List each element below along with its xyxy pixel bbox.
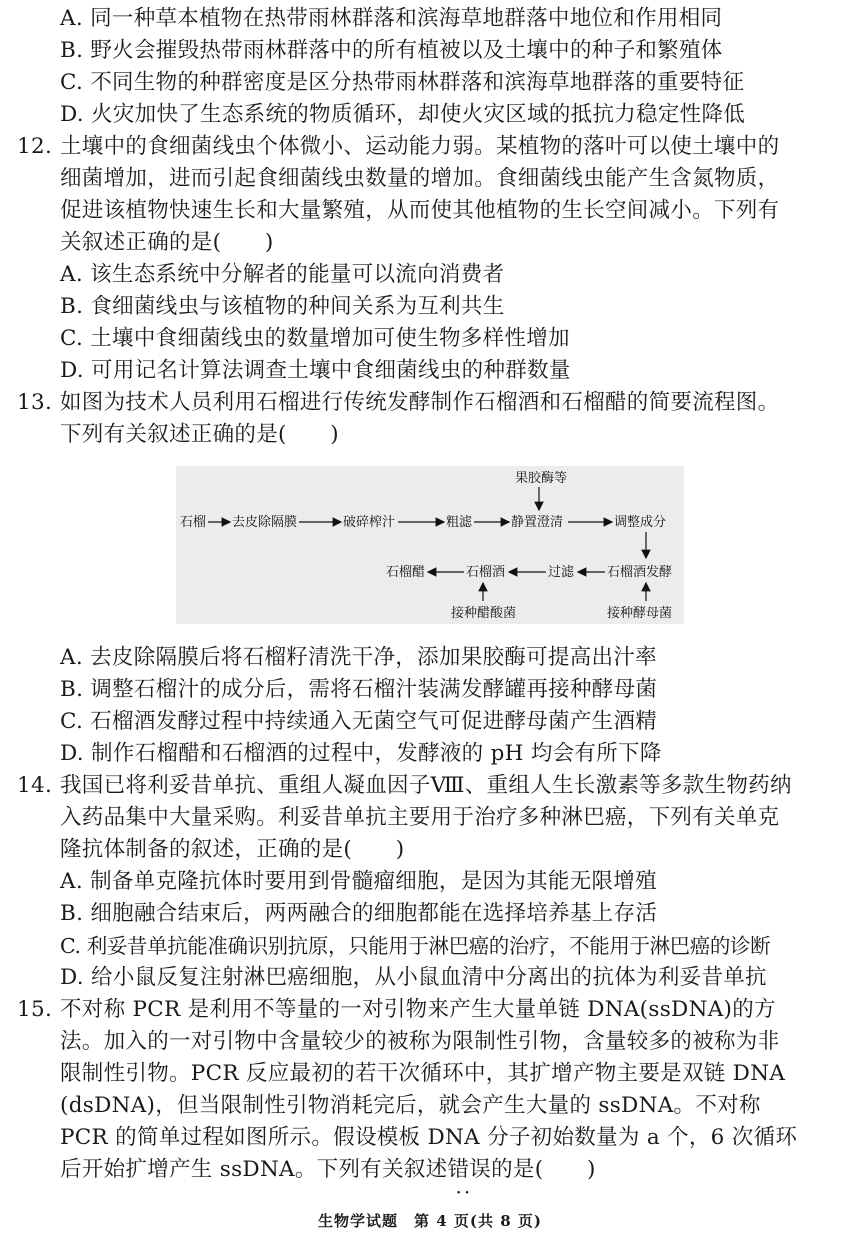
node-coarse-filter: 粗滤: [446, 515, 473, 530]
fermentation-flow-diagram: [176, 466, 684, 624]
q15-stem-last-line: [60, 1154, 596, 1186]
q15-number: 15.: [17, 997, 53, 1022]
q15-stem-line: PCR 的简单过程如图所示。假设模板 DNA 分子初始数量为 a 个，6 次循环: [60, 1125, 798, 1150]
node-pomegranate: 石榴: [180, 515, 207, 530]
q13-stem-line: 如图为技术人员利用石榴进行传统发酵制作石榴酒和石榴醋的简要流程图。: [60, 390, 780, 415]
q15-stem-line: (dsDNA)，但当限制性引物消耗完后，就会产生大量的 ssDNA。不对称: [60, 1093, 761, 1118]
q11-option-a: A. 同一种草本植物在热带雨林群落和滨海草地群落中地位和作用相同: [60, 6, 723, 31]
q11-option-d: D. 火灾加快了生态系统的物质循环，却使火灾区域的抵抗力稳定性降低: [60, 102, 746, 127]
q13-option-c: C. 石榴酒发酵过程中持续通入无菌空气可促进酵母菌产生酒精: [60, 709, 658, 734]
q15-stem-line: 不对称 PCR 是利用不等量的一对引物来产生大量单链 DNA(ssDNA)的方: [60, 997, 776, 1022]
q14-option-b: B. 细胞融合结束后，两两融合的细胞都能在选择培养基上存活: [60, 901, 658, 926]
q14-option-d: D. 给小鼠反复注射淋巴癌细胞，从小鼠血清中分离出的抗体为利妥昔单抗: [60, 965, 767, 990]
node-ferment: 石榴酒发酵: [607, 565, 673, 580]
q12-option-d: D. 可用记名计算法调查土壤中食细菌线虫的种群数量: [60, 358, 571, 383]
q12-number: 12.: [17, 134, 53, 159]
node-inoculate-acetobacter: 接种醋酸菌: [451, 606, 517, 621]
q12-stem-line: 促进该植物快速生长和大量繁殖，从而使其他植物的生长空间减小。下列有: [60, 198, 780, 223]
q14-stem-line: 隆抗体制备的叙述，正确的是( ): [60, 837, 405, 862]
q15-stem-text: 后开始扩增产生 ssDNA。下列有关叙述: [60, 1157, 448, 1182]
q12-option-b: B. 食细菌线虫与该植物的种间关系为互利共生: [60, 294, 505, 319]
q12-stem-line: 细菌增加，进而引起食细菌线虫数量的增加。食细菌线虫能产生含氮物质，: [60, 166, 780, 191]
node-inoculate-yeast: 接种酵母菌: [607, 606, 673, 621]
node-pectinase: 果胶酶等: [515, 471, 568, 486]
q14-number: 14.: [17, 773, 53, 798]
q13-option-a: A. 去皮除隔膜后将石榴籽清洗干净，添加果胶酶可提高出汁率: [60, 645, 657, 670]
q14-stem-line: 入药品集中大量采购。利妥昔单抗主要用于治疗多种淋巴癌，下列有关单克: [60, 805, 780, 830]
q11-option-b: B. 野火会摧毁热带雨林群落中的所有植被以及土壤中的种子和繁殖体: [60, 38, 723, 63]
q12-option-a: A. 该生态系统中分解者的能量可以流向消费者: [60, 262, 505, 287]
q13-number: 13.: [17, 390, 53, 415]
q11-option-c: C. 不同生物的种群密度是区分热带雨林群落和滨海草地群落的重要特征: [60, 70, 745, 95]
q13-option-b: B. 调整石榴汁的成分后，需将石榴汁装满发酵罐再接种酵母菌: [60, 677, 658, 702]
node-filter: 过滤: [548, 565, 575, 580]
q15-stem-text: 的是( ): [491, 1157, 596, 1182]
q13-option-d: D. 制作石榴醋和石榴酒的过程中，发酵液的 pH 均会有所下降: [60, 741, 662, 766]
node-peel: 去皮除隔膜: [232, 515, 298, 530]
q12-stem-line: 关叙述正确的是( ): [60, 230, 274, 255]
flow-diagram-svg: [176, 466, 684, 624]
q12-option-c: C. 土壤中食细菌线虫的数量增加可使生物多样性增加: [60, 326, 570, 351]
q14-stem-line: 我国已将利妥昔单抗、重组人凝血因子Ⅷ、重组人生长激素等多款生物药纳: [60, 773, 792, 798]
node-crush: 破碎榨汁: [343, 515, 396, 530]
node-wine: 石榴酒: [466, 565, 506, 580]
q13-stem-line: 下列有关叙述正确的是( ): [60, 422, 339, 447]
q12-stem-line: 土壤中的食细菌线虫个体微小、运动能力弱。某植物的落叶可以使土壤中的: [60, 134, 780, 159]
q14-option-a: A. 制备单克隆抗体时要用到骨髓瘤细胞，是因为其能无限增殖: [60, 869, 657, 894]
node-vinegar: 石榴醋: [386, 565, 426, 580]
node-settle: 静置澄清: [511, 515, 564, 530]
q15-stem-line: 法。加入的一对引物中含量较少的被称为限制性引物，含量较多的被称为非: [60, 1029, 780, 1054]
node-adjust: 调整成分: [614, 515, 667, 530]
q15-stem-line: 限制性引物。PCR 反应最初的若干次循环中，其扩增产物主要是双链 DNA: [60, 1061, 786, 1086]
page-footer: 生物学试题 第 4 页(共 8 页): [318, 1212, 542, 1230]
q15-emphasis-word: 错误 ··: [447, 1157, 491, 1182]
q14-option-c: C. 利妥昔单抗能准确识别抗原，只能用于淋巴癌的治疗，不能用于淋巴癌的诊断: [60, 934, 771, 958]
